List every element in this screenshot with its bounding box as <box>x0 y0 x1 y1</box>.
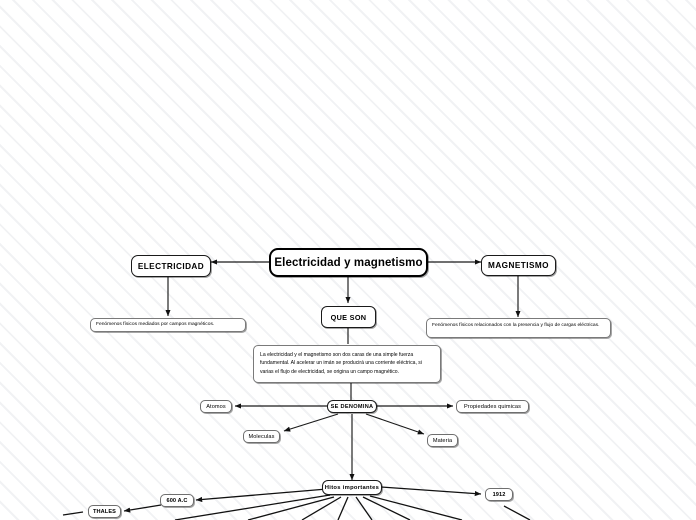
edge-hitos-branch-6 <box>363 497 410 520</box>
node-magnetismo[interactable] <box>481 255 556 276</box>
edge-thales-stub <box>63 512 83 515</box>
node-1912-label: 1912 <box>492 491 506 498</box>
edge-hitos-branch-7 <box>370 496 462 520</box>
node-se-denomina[interactable] <box>327 400 377 413</box>
node-1912[interactable] <box>485 488 513 501</box>
edge-hitos-600ac <box>196 489 327 500</box>
node-se-denomina-label: SE DENOMINA <box>330 403 374 410</box>
node-definicion[interactable] <box>253 345 441 383</box>
node-root-label: Electricidad y magnetismo <box>274 256 423 269</box>
node-thales[interactable] <box>88 505 121 518</box>
node-moleculas[interactable] <box>243 430 280 443</box>
node-definicion-label: La electricidad y el magnetismo son dos caras de una simple fuerza fundamental. Al acelerar un imán se producirá una corriente eléctrica, si varias el flujo de electricidad, se origina un campo magnético. <box>260 352 422 375</box>
node-que-son[interactable] <box>321 306 376 328</box>
node-propiedades-quimicas[interactable] <box>456 400 529 413</box>
edge-hitos-branch-5 <box>356 497 372 520</box>
node-materia-label: Materia <box>432 437 453 444</box>
node-hitos-importantes-label: Hitos importantes <box>324 484 380 491</box>
node-materia[interactable] <box>427 434 458 447</box>
node-electricidad-description[interactable] <box>90 318 246 332</box>
node-600-ac-label: 600 A.C <box>166 497 188 504</box>
node-magnetismo-label: MAGNETISMO <box>488 261 549 270</box>
node-que-son-label: QUE SON <box>330 312 367 322</box>
node-electricidad-label: ELECTRICIDAD <box>137 261 205 271</box>
node-magnetismo-description[interactable] <box>426 318 611 338</box>
edge-1912-down <box>504 506 530 520</box>
node-atomos-label: Atomos <box>206 403 226 410</box>
node-propiedades-quimicas-label: Propiedades quimicas <box>463 403 522 410</box>
edge-600ac-thales <box>124 505 161 511</box>
node-600-ac[interactable] <box>160 494 194 507</box>
node-thales-label: THALES <box>93 508 116 515</box>
node-electricidad[interactable] <box>131 255 211 277</box>
node-magnetismo-description-label: Fenómenos físicos relacionados con la presencia y flujo de cargas eléctricas. <box>432 323 600 328</box>
edge-sedenomina-materia <box>366 414 424 434</box>
edge-hitos-branch-2 <box>248 497 334 520</box>
edge-hitos-branch-3 <box>302 497 341 520</box>
edge-hitos-branch-1 <box>175 495 330 520</box>
node-moleculas-label: Moleculas <box>248 433 275 440</box>
node-root[interactable] <box>269 248 428 277</box>
node-hitos-importantes[interactable] <box>322 480 382 495</box>
edge-hitos-1912 <box>381 487 481 494</box>
node-atomos[interactable] <box>200 400 232 413</box>
edge-sedenomina-moleculas <box>284 414 338 431</box>
node-electricidad-description-label: Fenómenos físicos mediados por campos magnéticos. <box>96 322 215 328</box>
edge-hitos-branch-4 <box>338 497 348 520</box>
